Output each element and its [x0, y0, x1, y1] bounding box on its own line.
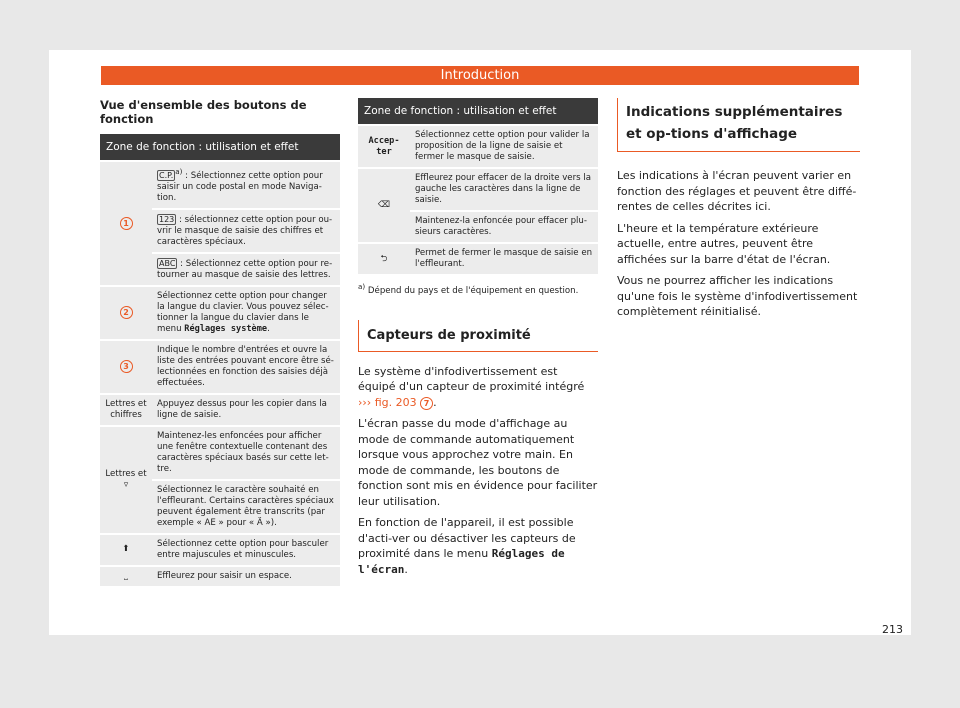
- paragraph: Les indications à l'écran peuvent varier en fonction des réglages et peuvent être diffé-rentes de celles décrites ici.: [617, 169, 857, 213]
- table-cell: Effleurez pour saisir un espace.: [152, 566, 340, 586]
- paragraph: L'écran passe du mode d'affichage au mode de commande automatiquement lorsque vous approchez votre main. En mode de commande, les boutons de fonction sont mis en évidence pour faciliter leur utilisation.: [358, 417, 598, 508]
- column-3: [617, 98, 860, 326]
- table-cell: Appuyez dessus pour les copier dans la ligne de saisie.: [152, 394, 340, 426]
- table-row-key: Accep-ter: [358, 125, 410, 168]
- table-cell: Indique le nombre d'entrées et ouvre la liste des entrées pouvant encore être sé-lectionnées en fonction des saisies déjà effectuées.: [152, 340, 340, 394]
- table-cell: Sélectionnez cette option pour changer la langue du clavier. Vous pouvez sélec-tionner la langue du clavier dans le menu Réglages système.: [152, 286, 340, 340]
- table-cell: Effleurez pour effacer de la droite vers la gauche les caractères dans la ligne de saisie.: [410, 168, 598, 211]
- backspace-icon: ⌫: [358, 168, 410, 243]
- function-table-continued: [358, 98, 598, 274]
- table-cell: Sélectionnez cette option pour basculer entre majuscules et minuscules.: [152, 534, 340, 566]
- figure-link[interactable]: ››› fig. 203: [358, 395, 417, 409]
- paragraph: L'heure et la température extérieure actuelle, entre autres, peuvent être affichées sur la barre d'état de l'écran.: [617, 221, 831, 266]
- space-icon: ⎵: [100, 566, 152, 586]
- chapter-header: Introduction: [101, 66, 859, 85]
- paragraph: En fonction de l'appareil, il est possible d'acti-ver ou désactiver les capteurs de proximité dans le menu Réglages de l'écran.: [358, 516, 576, 576]
- table-cell: C.P. $^{a)}$ : Sélectionnez cette option pour saisir un code postal en mode Naviga-tion.: [152, 161, 340, 209]
- section-heading: Vue d'ensemble des boutons de fonction: [100, 98, 307, 126]
- table-cell: ABC : Sélectionnez cette option pour re-tourner au masque de saisie des lettres.: [152, 253, 340, 286]
- table-row-key: 2: [100, 286, 152, 340]
- table-header: Zone de fonction : utilisation et effet: [358, 98, 598, 125]
- table-cell: 123 : sélectionnez cette option pour ou-vrir le masque de saisie des chiffres et caractères spéciaux.: [152, 209, 340, 253]
- paragraph: Le système d'infodivertissement est équipé d'un capteur de proximité intégré ››› fig. 203 7 .: [358, 364, 585, 409]
- paragraph: Vous ne pourrez afficher les indications qu'une fois le système d'infodivertissement complètement réinitialisé.: [617, 274, 858, 318]
- table-row-key: 3: [100, 340, 152, 394]
- column-2: [358, 98, 598, 583]
- page-number: 213: [882, 623, 903, 636]
- table-header: Zone de fonction : utilisation et effet: [100, 134, 340, 161]
- table-cell: Permet de fermer le masque de saisie en l'effleurant.: [410, 243, 598, 274]
- table-row-key: Lettres et ▿: [100, 426, 152, 534]
- back-icon: ⮌: [358, 243, 410, 274]
- table-cell: Sélectionnez cette option pour valider la proposition de la ligne de saisie et fermer le masque de saisie.: [410, 125, 598, 168]
- table-cell: Maintenez-la enfoncée pour effacer plu-sieurs caractères.: [410, 211, 598, 243]
- table-row-key: Lettres et chiffres: [100, 394, 152, 426]
- table-cell: Sélectionnez le caractère souhaité en l'effleurant. Certains caractères spéciaux peuvent également être transcrits (par exemple « AE » pour « Ä »).: [152, 480, 340, 534]
- function-table: [100, 134, 340, 586]
- table-row-key: 1: [100, 161, 152, 286]
- table-cell: Maintenez-les enfoncées pour afficher une fenêtre contextuelle contenant des caractères spéciaux basés sur cette let-tre.: [152, 426, 340, 480]
- column-1: [100, 98, 340, 586]
- subsection-heading: Capteurs de proximité: [358, 320, 598, 352]
- footnote: $^{a)}$ Dépend du pays et de l'équipement en question.: [358, 282, 579, 296]
- subsection-heading: Indications supplémentaires et op-tions d'affichage: [617, 98, 860, 152]
- shift-icon: ⬆: [100, 534, 152, 566]
